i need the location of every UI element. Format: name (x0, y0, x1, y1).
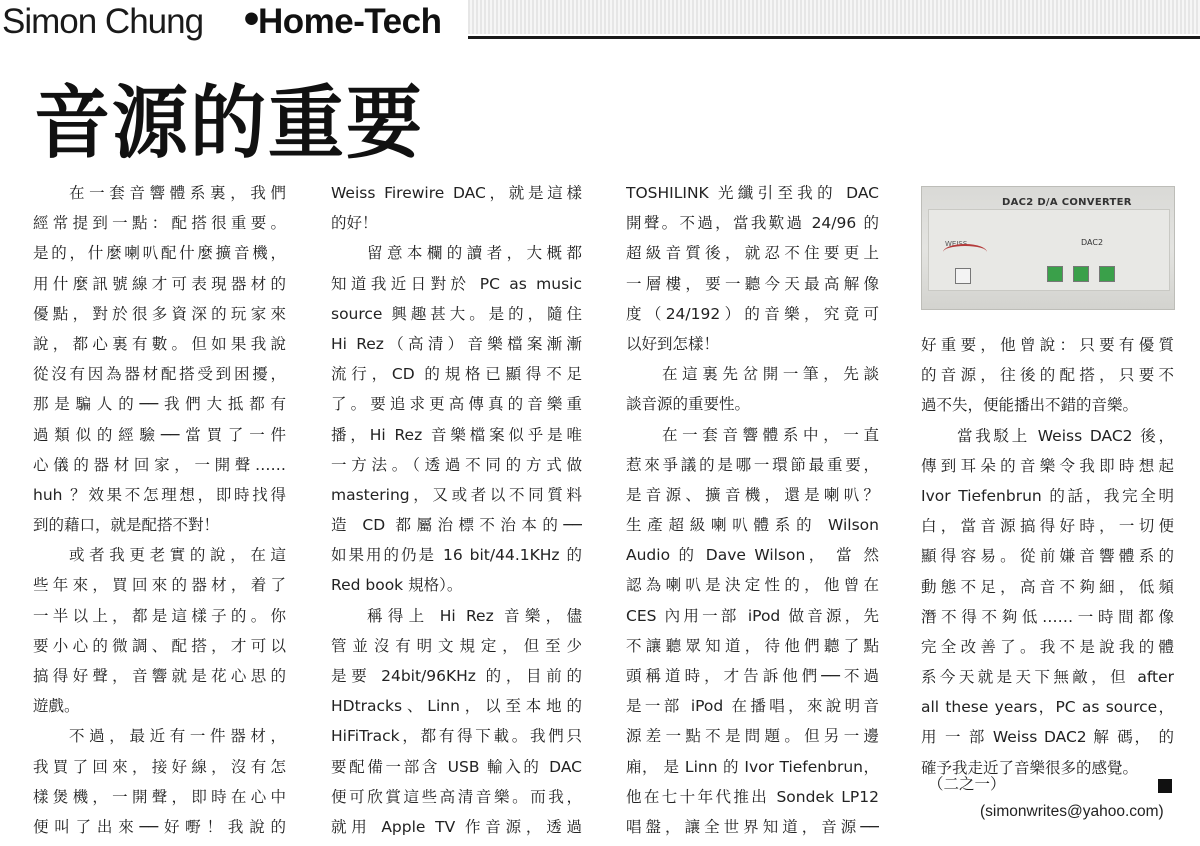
input-button-icon (1099, 266, 1115, 282)
body-text-line: 開聲。不過，當我歎過 24/96 的 (626, 214, 879, 233)
article-column-4 (921, 330, 1174, 783)
end-mark-icon (1158, 779, 1172, 793)
body-text-line: 確予我走近了音樂很多的感覺。 (921, 758, 1139, 777)
body-text-line: 便可欣賞這些高清音樂。而我， (331, 787, 582, 806)
body-text-line: 遊戲。 (33, 697, 80, 716)
body-text-line: 搞得好聲，音響就是花心思的 (33, 667, 286, 685)
body-text-line: all these years，PC as source， (921, 698, 1174, 717)
body-text-line: 就用 Apple TV 作音源，透過 (331, 817, 582, 836)
article-column-1 (33, 178, 286, 842)
body-text-line: 到的藉口，就是配搭不對！ (33, 516, 220, 535)
body-text-line: 稱得上 Hi Rez 音樂，儘 (367, 606, 582, 625)
body-text-line: 好重要，他曾說：只要有優質 (921, 336, 1174, 354)
header-texture-band (468, 0, 1200, 34)
body-text-line: 廂， 是 Linn 的 Ivor Tiefenbrun， (626, 757, 879, 776)
body-text-line: 是一部 iPod 在播唱，來說明音 (626, 697, 879, 716)
body-text-line: 白，當音源搞得好時，一切便 (921, 517, 1174, 536)
device-model: DAC2 (1081, 238, 1104, 247)
article-title: 音源的重要 (34, 75, 424, 170)
body-text-line: 談音源的重要性。 (626, 395, 751, 414)
body-text-line: 要配備一部含 USB 輸入的 DAC (331, 757, 582, 776)
body-text-line: 或者我更老實的說，在這 (69, 546, 286, 565)
body-text-line: 顯得容易。從前嫌音響體系的 (921, 547, 1174, 566)
body-text-line: 頭稱道時，才告訴他們──不過 (626, 667, 879, 685)
author-email: (simonwrites@yahoo.com) (980, 803, 1164, 820)
body-text-line: 那是騙人的──我們大抵都有 (33, 395, 286, 414)
device-front-panel (928, 209, 1170, 291)
body-text-line: 播，Hi Rez 音樂檔案似乎是唯 (331, 425, 582, 444)
brand-arc-icon (943, 244, 987, 260)
body-text-line: 當我駁上 Weiss DAC2 後， (957, 426, 1174, 445)
body-text-line: 我買了回來，接好線，沒有怎 (33, 757, 286, 776)
body-text-line: Weiss Firewire DAC，就是這樣 (331, 184, 582, 202)
body-text-line: CES 內用一部 iPod 做音源，先 (626, 606, 879, 625)
body-text-line: 他在七十年代推出 Sondek LP12 (626, 787, 879, 806)
product-photo-dac2 (921, 186, 1175, 310)
power-button-icon (955, 268, 971, 284)
body-text-line: 留意本欄的讀者，大概都 (367, 244, 582, 263)
body-text-line: huh ？效果不怎理想，即時找得 (33, 485, 286, 504)
body-text-line: 源差一點不是問題。但另一邊 (626, 727, 879, 746)
body-text-line: 樣煲機，一開聲，即時在心中 (33, 787, 286, 806)
header-separator-dot: • (240, 0, 264, 41)
body-text-line: 從沒有因為器材配搭受到困擾， (33, 365, 286, 384)
body-text-line: 一層樓，要一聽今天最高解像 (626, 274, 879, 293)
body-text-line: 流行，CD 的規格已顯得不足 (331, 365, 582, 384)
body-text-line: 生產超級喇叭體系的 Wilson (626, 516, 879, 535)
body-text-line: 管並沒有明文規定，但至少 (331, 636, 582, 655)
body-text-line: 過類似的經驗──當買了一件 (33, 425, 286, 444)
body-text-line: 說，都心裏有數。但如果我說 (33, 334, 286, 353)
body-text-line: 的好！ (331, 214, 378, 233)
body-text-line: 造 CD 都屬治標不治本的── (331, 516, 582, 535)
body-text-line: source 興趣甚大。是的，隨住 (331, 304, 582, 323)
header-rule (468, 36, 1200, 39)
input-button-icon (1047, 266, 1063, 282)
article-column-3 (626, 178, 879, 842)
body-text-line: 知道我近日對於 PC as music (331, 274, 582, 293)
body-text-line: 潛不得不夠低……一時間都像 (921, 607, 1174, 626)
body-text-line: 超級音質後，就忍不住要更上 (626, 244, 879, 263)
columnist-name: Simon Chung (2, 2, 204, 41)
article-column-2 (331, 178, 582, 842)
body-text-line: 心儀的器材回家，一開聲…… (33, 455, 286, 474)
input-button-icon (1073, 266, 1089, 282)
body-text-line: 過不失，便能播出不錯的音樂。 (921, 396, 1139, 415)
body-text-line: 優點，對於很多資深的玩家來 (33, 304, 286, 323)
page-header (0, 0, 1200, 44)
body-text-line: 要小心的微調、配搭，才可以 (33, 636, 286, 655)
body-text-line: 惹來爭議的是哪一環節最重要， (626, 455, 879, 474)
body-text-line: 唱盤，讓全世界知道，音源── (626, 817, 879, 836)
body-text-line: Audio 的 Dave Wilson， 當 然 (626, 546, 879, 565)
body-text-line: 了。要追求更高傳真的音樂重 (331, 395, 582, 414)
body-text-line: 不讓聽眾知道，待他們聽了點 (626, 636, 879, 655)
series-note: （二之一） (928, 775, 1006, 793)
body-text-line: 在這裏先岔開一筆，先談 (662, 365, 879, 384)
body-text-line: 是的，什麼喇叭配什麼擴音機， (33, 244, 286, 263)
body-text-line: HDtracks、Linn，以至本地的 (331, 697, 582, 716)
body-text-line: 便叫了出來──好嘢！我說的 (33, 817, 286, 836)
body-text-line: 不過，最近有一件器材， (69, 727, 286, 746)
body-text-line: 些年來，買回來的器材，着了 (33, 576, 286, 595)
body-text-line: 認為喇叭是決定性的，他曾在 (626, 576, 879, 595)
body-text-line: 的音源，往後的配搭，只要不 (921, 366, 1174, 385)
body-text-line: 在一套音響體系中，一直 (662, 425, 879, 444)
body-text-line: 如果用的仍是 16 bit/44.1KHz 的 (331, 546, 582, 565)
body-text-line: 是音源、擴音機，還是喇叭？ (626, 485, 879, 504)
body-text-line: 傳到耳朵的音樂令我即時想起 (921, 456, 1174, 475)
body-text-line: 一方法。（透過不同的方式做 (331, 455, 582, 474)
body-text-line: 以好到怎樣！ (626, 334, 720, 353)
body-text-line: 系今天就是天下無敵，但 after (921, 668, 1174, 687)
body-text-line: 用什麼訊號線才可表現器材的 (33, 274, 286, 293)
body-text-line: 一半以上，都是這樣子的。你 (33, 606, 286, 625)
body-text-line: 度（24/192）的音樂，究竟可 (626, 304, 879, 323)
body-text-line: 是要 24bit/96KHz 的，目前的 (331, 667, 582, 685)
body-text-line: mastering，又或者以不同質料 (331, 485, 582, 504)
body-text-line: TOSHILINK 光纖引至我的 DAC (626, 184, 879, 202)
section-name: Home-Tech (258, 2, 442, 41)
device-brand: WEISS (945, 240, 968, 248)
body-text-line: 用 一 部 Weiss DAC2 解 碼， 的 (921, 728, 1174, 747)
body-text-line: Red book 規格）。 (331, 576, 463, 595)
photo-label: DAC2 D/A CONVERTER (1002, 197, 1132, 208)
body-text-line: 完全改善了。我不是說我的體 (921, 637, 1174, 656)
body-text-line: Hi Rez（高清）音樂檔案漸漸 (331, 334, 582, 353)
body-text-line: HiFiTrack，都有得下載。我們只 (331, 727, 582, 746)
body-text-line: 經常提到一點：配搭很重要。 (33, 214, 286, 233)
body-text-line: Ivor Tiefenbrun 的話，我完全明 (921, 486, 1174, 505)
body-text-line: 動態不足，高音不夠細，低頻 (921, 577, 1174, 596)
body-text-line: 在一套音響體系裏，我們 (69, 184, 286, 202)
